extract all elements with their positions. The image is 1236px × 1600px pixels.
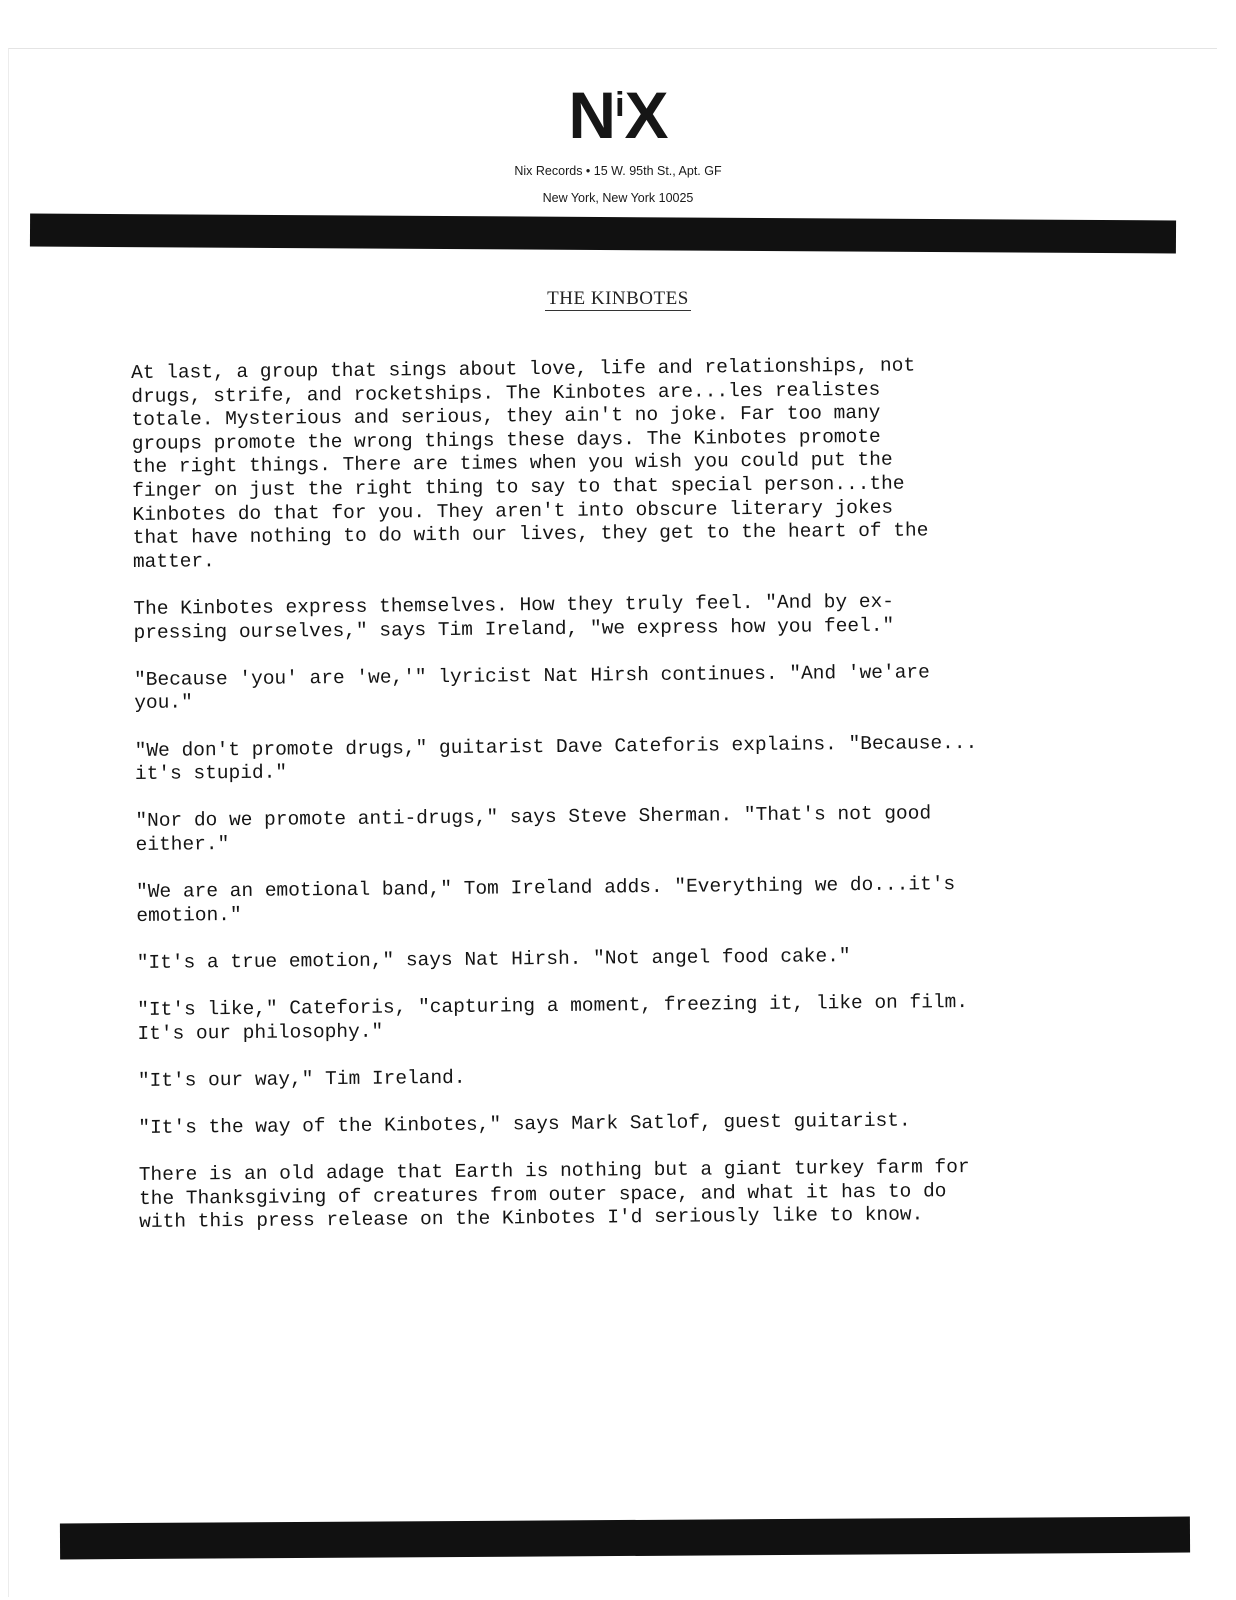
paragraph-drugs: "We don't promote drugs," guitarist Dave Cateforis explains. "Because... it's stupid."	[134, 731, 978, 786]
paragraph-because: "Because 'you' are 'we,'" lyricist Nat Hirsh continues. "And 'we'are you."	[133, 661, 930, 715]
paragraph-true-emotion: "It's a true emotion," says Nat Hirsh. "Not angel food cake."	[136, 944, 851, 974]
address-line-1: Nix Records • 15 W. 95th St., Apt. GF	[514, 164, 722, 178]
paragraph-anti-drugs: "Nor do we promote anti-drugs," says Steve Sherman. "That's not good either."	[135, 802, 932, 856]
paragraph-emotional: "We are an emotional band," Tom Ireland adds. "Everything we do...it's emotion."	[135, 873, 956, 927]
footer-bar	[60, 1517, 1190, 1560]
paragraph-our-way: "It's our way," Tim Ireland.	[137, 1066, 466, 1092]
press-release-body	[131, 352, 1190, 1259]
paragraph-way-of-kinbotes: "It's the way of the Kinbotes," says Mark Satlof, guest guitarist.	[138, 1109, 911, 1139]
nix-logo	[0, 72, 1236, 152]
paragraph-adage: There is an old adage that Earth is nothing but a giant turkey farm for the Thanksgiving of creatures from outer space, and what it has to do with this press release on the Kinbotes I'd seriously like to know.	[138, 1156, 970, 1234]
logo-letter-i: i	[615, 86, 625, 124]
logo-letter-n: N	[568, 78, 616, 152]
letterhead-bar-top	[30, 214, 1176, 254]
logo-letter-x: X	[624, 78, 668, 152]
address-line-2: New York, New York 10025	[542, 191, 694, 205]
paragraph-intro: At last, a group that sings about love, life and relationships, not drugs, strife, and rocketships. The Kinbotes are...les realistes totale. Mysterious and serious, they ain't no joke. Far too many groups promote the wrong things these days. The Kinbotes promote the right things. There are times when you wish you could put the finger on just the right thing to say to that special person...the Kinbotes do that for you. They aren't into obscure literary jokes that have nothing to do with our lives, they get to the heart of the matter.	[131, 354, 929, 573]
document-title-text: THE KINBOTES	[547, 288, 689, 309]
paragraph-moment: "It's like," Cateforis, "capturing a moment, freezing it, like on film. It's our philosophy."	[137, 991, 969, 1045]
document-title	[0, 288, 1236, 310]
paragraph-express: The Kinbotes express themselves. How they truly feel. "And by ex- pressing ourselves," says Tim Ireland, "we express how you feel."	[133, 590, 895, 644]
